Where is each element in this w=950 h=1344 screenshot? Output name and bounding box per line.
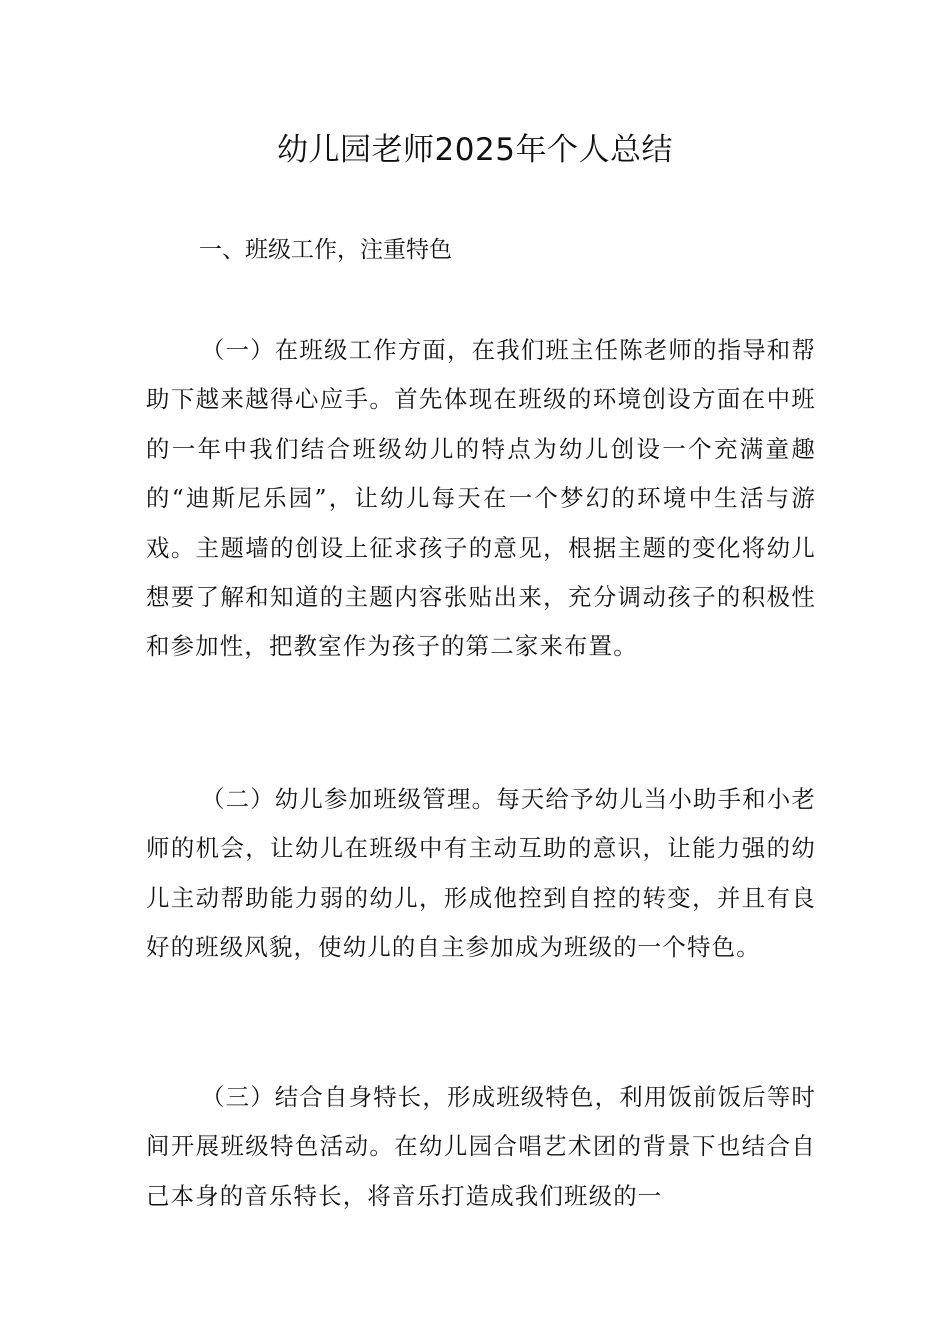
document-title: 幼儿园老师2025年个人总结 (277, 132, 673, 168)
paragraph-1: （一）在班级工作方面，在我们班主任陈老师的指导和帮助下越来越得心应手。首先体现在班级的环境创设方面在中班的一年中我们结合班级幼儿的特点为幼儿创设一个充满童趣的“迪斯尼乐园”，让幼儿每天在一个梦幻的环境中生活与游戏。主题墙的创设上征求孩子的意见，根据主题的变化将幼儿想要了解和知道的主题内容张贴出来，充分调动孩子的积极性和参加性，把教室作为孩子的第二家来布置。 (146, 336, 816, 661)
paragraph-2: （二）幼儿参加班级管理。每天给予幼儿当小助手和小老师的机会，让幼儿在班级中有主动互助的意识，让能力强的幼儿主动帮助能力弱的幼儿，形成他控到自控的转变，并且有良好的班级风貌，使幼儿的自主参加成为班级的一个特色。 (146, 785, 816, 962)
section-heading: 一、班级工作，注重特色 (199, 237, 452, 263)
paragraph-3: （三）结合自身特长，形成班级特色，利用饭前饭后等时间开展班级特色活动。在幼儿园合唱艺术团的背景下也结合自己本身的音乐特长，将音乐打造成我们班级的一 (146, 1083, 816, 1210)
